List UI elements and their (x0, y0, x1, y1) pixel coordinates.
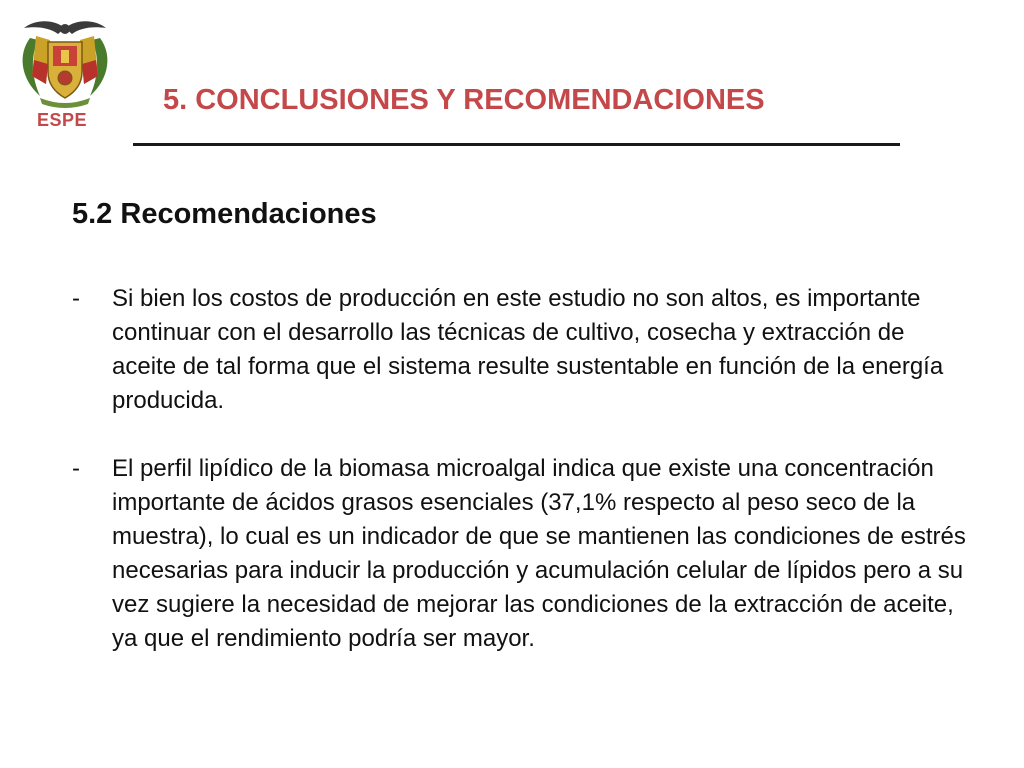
shield-tower (61, 50, 69, 63)
slide-title: 5. CONCLUSIONES Y RECOMENDACIONES (163, 84, 765, 116)
bullet-text: El perfil lipídico de la biomasa microalgal indica que existe una concentración importante de ácidos grasos esenciales (37,1% respecto al peso seco de la muestra), lo cual es un indicador de que se mantienen las condiciones de estrés necesarias para inducir la producción y acumulación celular de lípidos pero a su vez sugiere la necesidad de mejorar las condiciones de la extracción de aceite, ya que el rendimiento podría ser mayor. (112, 455, 966, 652)
bullet-text: Si bien los costos de producción en este estudio no son altos, es importante continuar con el desarrollo las técnicas de cultivo, cosecha y extracción de aceite de tal forma que el sistema resulte sustentable en función de la energía producida. (112, 285, 944, 414)
bullet-item (72, 452, 972, 656)
espe-crest-logo (10, 14, 120, 110)
eagle-head (60, 24, 70, 34)
bullet-item (72, 282, 972, 418)
recommendations-list (72, 282, 972, 690)
ribbon (40, 98, 90, 108)
title-rule (133, 143, 900, 146)
section-heading: 5.2 Recomendaciones (72, 198, 377, 230)
logo-text: ESPE (37, 110, 88, 130)
shield-emblem (58, 71, 72, 85)
dash-marker: - (72, 455, 80, 482)
dash-marker: - (72, 285, 80, 312)
